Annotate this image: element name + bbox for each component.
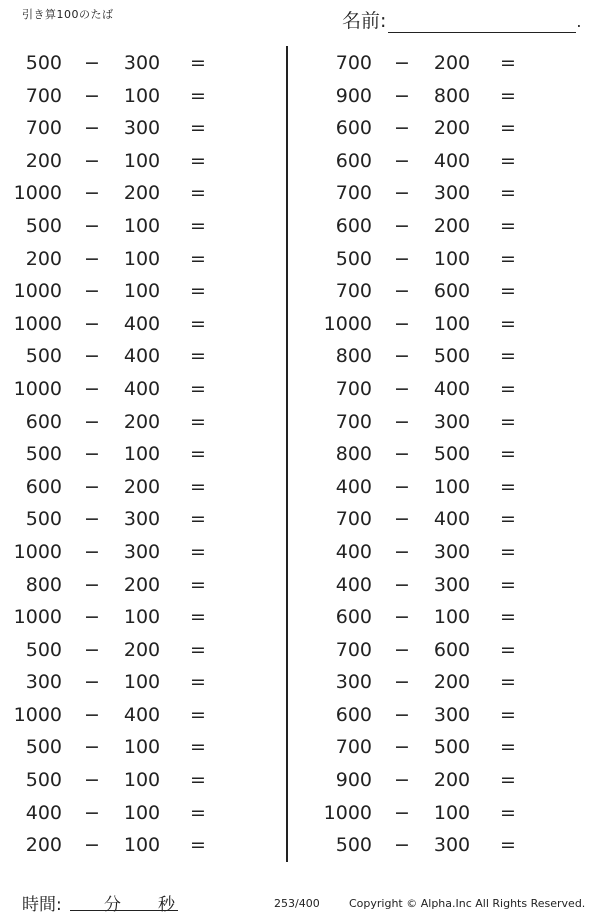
problem-row xyxy=(0,665,286,698)
problem-row xyxy=(310,763,600,796)
equals-sign: = xyxy=(190,345,206,368)
problem-row xyxy=(0,796,286,829)
second-operand: 300 xyxy=(433,410,471,433)
minus-sign: − xyxy=(394,801,410,824)
problem-row xyxy=(310,502,600,535)
second-operand: 300 xyxy=(433,540,471,563)
equals-sign: = xyxy=(190,443,206,466)
first-operand: 1000 xyxy=(13,377,62,400)
minus-sign: − xyxy=(394,769,410,792)
equals-sign: = xyxy=(500,149,516,172)
problem-row xyxy=(0,144,286,177)
second-operand: 400 xyxy=(123,703,161,726)
second-operand: 100 xyxy=(123,671,161,694)
second-operand: 100 xyxy=(433,312,471,335)
problem-row xyxy=(0,600,286,633)
minus-sign: − xyxy=(84,703,100,726)
first-operand: 900 xyxy=(335,84,372,107)
second-operand: 400 xyxy=(433,149,471,172)
problem-row xyxy=(310,339,600,372)
equals-sign: = xyxy=(190,769,206,792)
second-operand: 300 xyxy=(123,117,161,140)
equals-sign: = xyxy=(500,769,516,792)
problem-row xyxy=(0,307,286,340)
first-operand: 700 xyxy=(335,638,372,661)
first-operand: 500 xyxy=(25,769,62,792)
first-operand: 1000 xyxy=(323,801,372,824)
second-operand: 500 xyxy=(433,443,471,466)
problem-row xyxy=(0,470,286,503)
first-operand: 1000 xyxy=(13,703,62,726)
name-label: 名前: xyxy=(342,10,387,32)
first-operand: 800 xyxy=(335,443,372,466)
problem-row xyxy=(310,535,600,568)
second-operand: 100 xyxy=(433,606,471,629)
second-operand: 500 xyxy=(433,345,471,368)
minus-sign: − xyxy=(84,508,100,531)
minus-sign: − xyxy=(84,214,100,237)
minus-sign: − xyxy=(84,410,100,433)
minus-sign: − xyxy=(84,345,100,368)
equals-sign: = xyxy=(500,117,516,140)
equals-sign: = xyxy=(500,508,516,531)
problem-row xyxy=(310,600,600,633)
equals-sign: = xyxy=(500,703,516,726)
name-dot: . xyxy=(576,12,582,31)
minus-sign: − xyxy=(84,247,100,270)
equals-sign: = xyxy=(190,117,206,140)
second-operand: 100 xyxy=(123,214,161,237)
equals-sign: = xyxy=(500,443,516,466)
second-operand: 200 xyxy=(433,117,471,140)
second-operand: 100 xyxy=(123,736,161,759)
first-operand: 400 xyxy=(335,573,372,596)
problem-row xyxy=(0,535,286,568)
equals-sign: = xyxy=(190,312,206,335)
equals-sign: = xyxy=(190,638,206,661)
minus-sign: − xyxy=(84,573,100,596)
problem-row xyxy=(310,209,600,242)
equals-sign: = xyxy=(190,834,206,857)
minus-sign: − xyxy=(394,475,410,498)
problem-row xyxy=(0,633,286,666)
minus-sign: − xyxy=(84,671,100,694)
equals-sign: = xyxy=(500,84,516,107)
equals-sign: = xyxy=(190,214,206,237)
second-operand: 100 xyxy=(123,834,161,857)
equals-sign: = xyxy=(190,703,206,726)
first-operand: 700 xyxy=(335,280,372,303)
minus-sign: − xyxy=(84,736,100,759)
second-operand: 300 xyxy=(123,52,161,74)
problem-row xyxy=(310,665,600,698)
equals-sign: = xyxy=(190,540,206,563)
minus-sign: − xyxy=(84,540,100,563)
second-operand: 200 xyxy=(123,475,161,498)
first-operand: 700 xyxy=(335,410,372,433)
second-operand: 400 xyxy=(123,345,161,368)
first-operand: 400 xyxy=(335,475,372,498)
problem-row xyxy=(0,437,286,470)
minus-sign: − xyxy=(394,638,410,661)
problem-row xyxy=(0,502,286,535)
equals-sign: = xyxy=(500,671,516,694)
equals-sign: = xyxy=(190,247,206,270)
left-problems-column xyxy=(0,46,286,861)
minus-sign: − xyxy=(394,149,410,172)
equals-sign: = xyxy=(500,475,516,498)
first-operand: 700 xyxy=(25,117,62,140)
minus-sign: − xyxy=(394,606,410,629)
first-operand: 500 xyxy=(25,638,62,661)
second-operand: 400 xyxy=(123,377,161,400)
minus-sign: − xyxy=(394,247,410,270)
equals-sign: = xyxy=(190,508,206,531)
second-operand: 400 xyxy=(433,377,471,400)
first-operand: 600 xyxy=(335,214,372,237)
second-operand: 600 xyxy=(433,638,471,661)
equals-sign: = xyxy=(190,410,206,433)
worksheet-title: 引き算100のたば xyxy=(22,8,114,21)
equals-sign: = xyxy=(500,834,516,857)
second-operand: 200 xyxy=(433,52,471,74)
minus-sign: − xyxy=(84,801,100,824)
first-operand: 1000 xyxy=(323,312,372,335)
first-operand: 600 xyxy=(335,703,372,726)
second-operand: 400 xyxy=(123,312,161,335)
problem-row xyxy=(310,633,600,666)
problem-row xyxy=(310,470,600,503)
right-problems-column xyxy=(310,46,600,861)
equals-sign: = xyxy=(190,149,206,172)
problem-row xyxy=(310,405,600,438)
minus-sign: − xyxy=(84,52,100,74)
problem-row xyxy=(310,274,600,307)
first-operand: 300 xyxy=(335,671,372,694)
first-operand: 700 xyxy=(335,377,372,400)
name-line xyxy=(388,14,576,33)
second-operand: 100 xyxy=(123,247,161,270)
second-operand: 100 xyxy=(433,475,471,498)
problem-row xyxy=(0,176,286,209)
minus-sign: − xyxy=(84,606,100,629)
second-operand: 100 xyxy=(123,149,161,172)
minus-sign: − xyxy=(394,182,410,205)
equals-sign: = xyxy=(190,84,206,107)
second-operand: 300 xyxy=(123,508,161,531)
minus-sign: − xyxy=(394,214,410,237)
second-operand: 300 xyxy=(433,703,471,726)
minus-sign: − xyxy=(84,638,100,661)
minus-sign: − xyxy=(84,182,100,205)
problem-row xyxy=(0,274,286,307)
minus-sign: − xyxy=(394,508,410,531)
first-operand: 600 xyxy=(25,410,62,433)
minus-sign: − xyxy=(394,573,410,596)
problem-row xyxy=(0,568,286,601)
first-operand: 200 xyxy=(25,149,62,172)
equals-sign: = xyxy=(500,280,516,303)
equals-sign: = xyxy=(190,475,206,498)
equals-sign: = xyxy=(190,182,206,205)
second-operand: 600 xyxy=(433,280,471,303)
minus-sign: − xyxy=(84,84,100,107)
second-operand: 100 xyxy=(123,606,161,629)
minus-sign: − xyxy=(84,443,100,466)
second-operand: 100 xyxy=(123,801,161,824)
problem-row xyxy=(0,372,286,405)
second-operand: 200 xyxy=(433,671,471,694)
first-operand: 700 xyxy=(335,736,372,759)
minus-sign: − xyxy=(394,443,410,466)
problem-row xyxy=(310,828,600,861)
problem-row xyxy=(310,307,600,340)
first-operand: 1000 xyxy=(13,182,62,205)
second-operand: 100 xyxy=(123,84,161,107)
first-operand: 200 xyxy=(25,834,62,857)
equals-sign: = xyxy=(500,345,516,368)
equals-sign: = xyxy=(500,801,516,824)
equals-sign: = xyxy=(190,671,206,694)
first-operand: 1000 xyxy=(13,280,62,303)
first-operand: 600 xyxy=(335,149,372,172)
first-operand: 500 xyxy=(25,345,62,368)
first-operand: 500 xyxy=(335,834,372,857)
footer xyxy=(0,890,600,917)
first-operand: 700 xyxy=(25,84,62,107)
equals-sign: = xyxy=(500,247,516,270)
first-operand: 1000 xyxy=(13,606,62,629)
second-operand: 200 xyxy=(123,573,161,596)
problem-row xyxy=(0,828,286,861)
equals-sign: = xyxy=(500,52,516,74)
second-operand: 200 xyxy=(123,182,161,205)
equals-sign: = xyxy=(500,182,516,205)
first-operand: 200 xyxy=(25,247,62,270)
second-operand: 200 xyxy=(123,410,161,433)
equals-sign: = xyxy=(190,377,206,400)
column-divider xyxy=(286,46,288,862)
minus-sign: − xyxy=(394,52,410,74)
minus-sign: − xyxy=(394,671,410,694)
minus-sign: − xyxy=(84,769,100,792)
first-operand: 700 xyxy=(335,182,372,205)
first-operand: 800 xyxy=(335,345,372,368)
first-operand: 1000 xyxy=(13,312,62,335)
problem-row xyxy=(310,437,600,470)
problem-row xyxy=(0,242,286,275)
problem-row xyxy=(310,46,600,79)
problem-row xyxy=(310,372,600,405)
equals-sign: = xyxy=(190,52,206,74)
equals-sign: = xyxy=(500,736,516,759)
minus-sign: − xyxy=(84,834,100,857)
minus-sign: − xyxy=(394,410,410,433)
first-operand: 500 xyxy=(25,736,62,759)
first-operand: 700 xyxy=(335,52,372,74)
minus-sign: − xyxy=(84,475,100,498)
minus-sign: − xyxy=(394,377,410,400)
minus-sign: − xyxy=(84,312,100,335)
first-operand: 500 xyxy=(25,52,62,74)
second-operand: 300 xyxy=(433,834,471,857)
problem-row xyxy=(0,730,286,763)
first-operand: 900 xyxy=(335,769,372,792)
first-operand: 500 xyxy=(25,508,62,531)
second-operand: 500 xyxy=(433,736,471,759)
equals-sign: = xyxy=(500,377,516,400)
first-operand: 400 xyxy=(335,540,372,563)
seconds-label: 秒 xyxy=(158,895,175,915)
problem-row xyxy=(310,144,600,177)
minus-sign: − xyxy=(394,540,410,563)
first-operand: 700 xyxy=(335,508,372,531)
problem-row xyxy=(0,46,286,79)
problem-row xyxy=(310,568,600,601)
problem-row xyxy=(0,111,286,144)
problem-row xyxy=(310,79,600,112)
second-operand: 800 xyxy=(433,84,471,107)
first-operand: 800 xyxy=(25,573,62,596)
second-operand: 400 xyxy=(433,508,471,531)
second-operand: 100 xyxy=(123,769,161,792)
minus-sign: − xyxy=(84,377,100,400)
equals-sign: = xyxy=(500,540,516,563)
problem-row xyxy=(310,242,600,275)
problem-row xyxy=(0,763,286,796)
minus-sign: − xyxy=(394,345,410,368)
problem-row xyxy=(310,176,600,209)
second-operand: 300 xyxy=(123,540,161,563)
equals-sign: = xyxy=(190,801,206,824)
second-operand: 100 xyxy=(123,443,161,466)
second-operand: 300 xyxy=(433,573,471,596)
equals-sign: = xyxy=(190,280,206,303)
problem-row xyxy=(310,111,600,144)
problem-row xyxy=(0,209,286,242)
equals-sign: = xyxy=(190,573,206,596)
equals-sign: = xyxy=(500,573,516,596)
second-operand: 300 xyxy=(433,182,471,205)
first-operand: 600 xyxy=(335,606,372,629)
first-operand: 1000 xyxy=(13,540,62,563)
minus-sign: − xyxy=(394,84,410,107)
second-operand: 100 xyxy=(433,247,471,270)
problem-row xyxy=(0,698,286,731)
first-operand: 500 xyxy=(25,214,62,237)
copyright-notice: Copyright © Alpha.Inc All Rights Reserved. xyxy=(349,897,586,910)
name-field xyxy=(342,6,582,33)
problem-row xyxy=(0,79,286,112)
first-operand: 300 xyxy=(25,671,62,694)
second-operand: 200 xyxy=(123,638,161,661)
problem-row xyxy=(310,698,600,731)
minus-sign: − xyxy=(84,149,100,172)
problem-row xyxy=(310,730,600,763)
first-operand: 600 xyxy=(335,117,372,140)
equals-sign: = xyxy=(500,638,516,661)
equals-sign: = xyxy=(190,606,206,629)
problem-row xyxy=(0,339,286,372)
second-operand: 200 xyxy=(433,214,471,237)
minus-sign: − xyxy=(394,736,410,759)
first-operand: 500 xyxy=(25,443,62,466)
page-number: 253/400 xyxy=(274,897,320,910)
first-operand: 600 xyxy=(25,475,62,498)
equals-sign: = xyxy=(190,736,206,759)
time-label: 時間: xyxy=(22,895,62,915)
minus-sign: − xyxy=(84,117,100,140)
minutes-label: 分 xyxy=(104,895,121,915)
first-operand: 400 xyxy=(25,801,62,824)
minus-sign: − xyxy=(394,280,410,303)
equals-sign: = xyxy=(500,312,516,335)
minus-sign: − xyxy=(394,834,410,857)
minus-sign: − xyxy=(84,280,100,303)
second-operand: 100 xyxy=(123,280,161,303)
problem-row xyxy=(310,796,600,829)
problem-row xyxy=(0,405,286,438)
first-operand: 500 xyxy=(335,247,372,270)
equals-sign: = xyxy=(500,410,516,433)
equals-sign: = xyxy=(500,606,516,629)
second-operand: 100 xyxy=(433,801,471,824)
equals-sign: = xyxy=(500,214,516,237)
minus-sign: − xyxy=(394,117,410,140)
minus-sign: − xyxy=(394,703,410,726)
minus-sign: − xyxy=(394,312,410,335)
second-operand: 200 xyxy=(433,769,471,792)
